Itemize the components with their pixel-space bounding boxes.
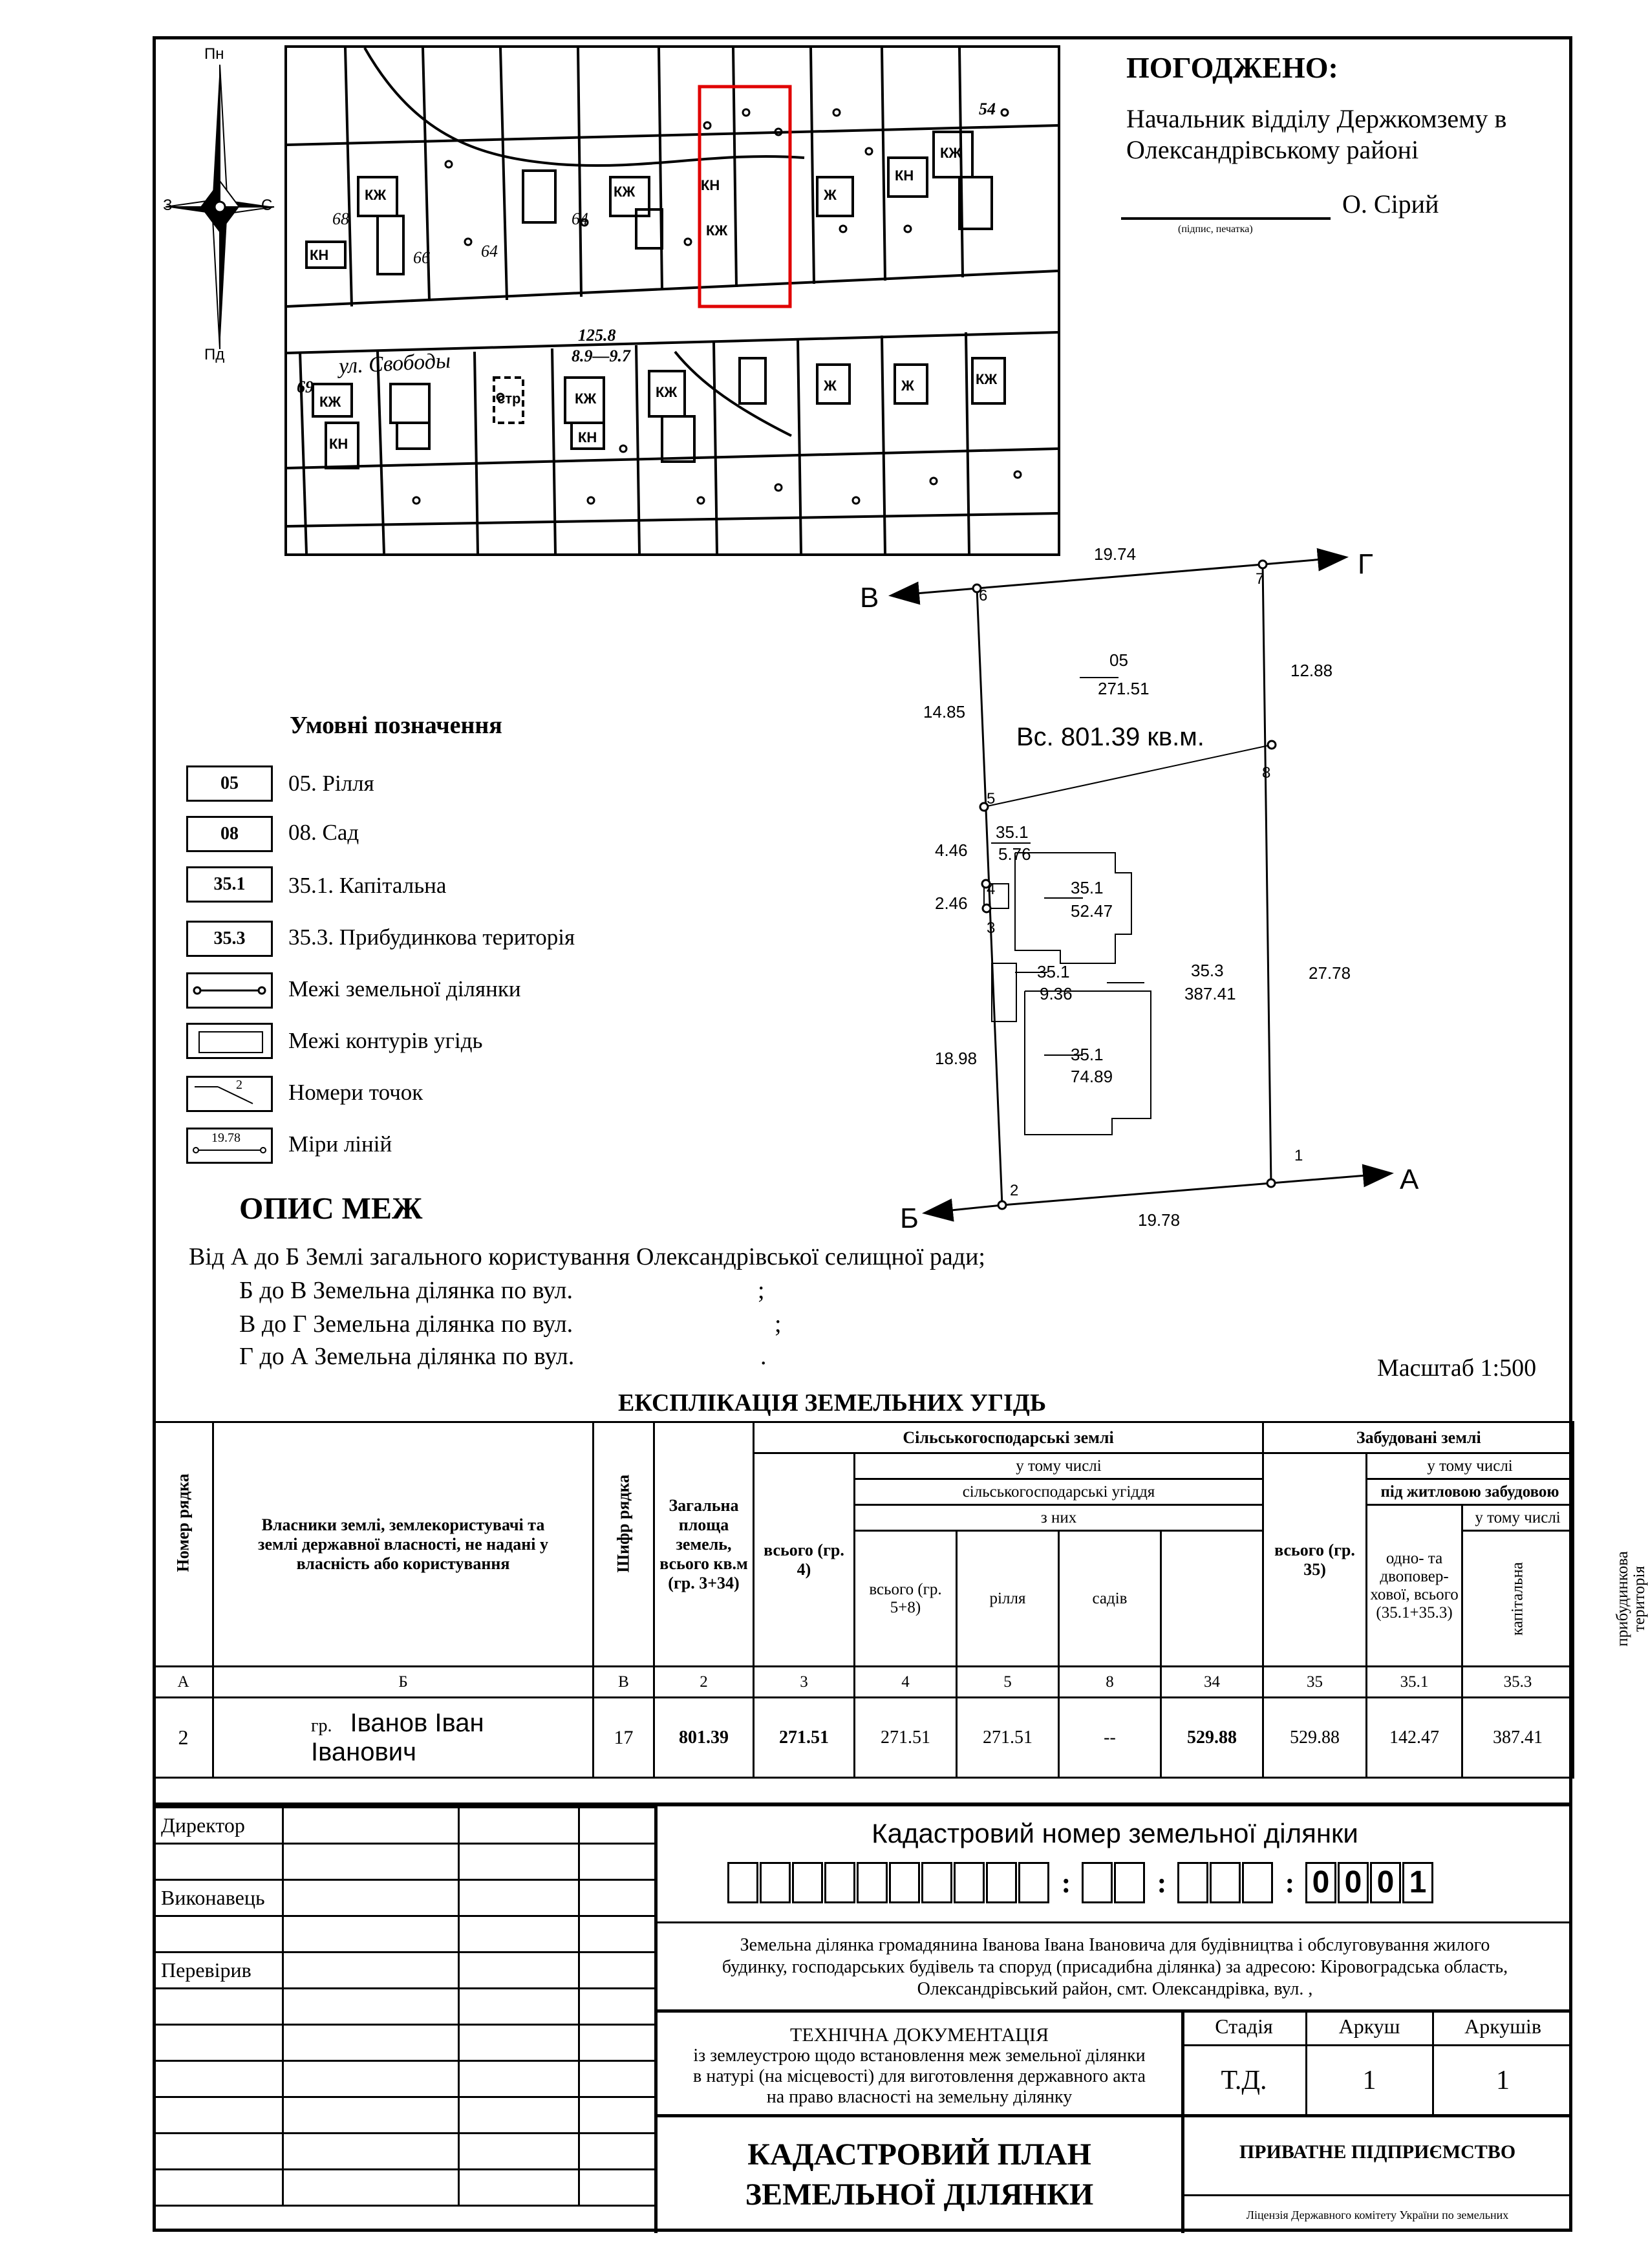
direction-a: А bbox=[1400, 1164, 1419, 1195]
license-text: Ліцензія Державного комітету України по земельних bbox=[1246, 2209, 1509, 2221]
boundary-line: Г до А Земельна ділянка по вул. bbox=[239, 1343, 575, 1370]
col-header-agri: Сільськогосподарські землі bbox=[754, 1422, 1263, 1453]
map-building-label: КЖ bbox=[940, 145, 962, 161]
legend-measure-swatch bbox=[186, 1128, 273, 1164]
signatures-table bbox=[153, 1806, 656, 2207]
line-measure: 2.46 bbox=[935, 893, 968, 913]
plot-total-area: Вс. 801.39 кв.м. bbox=[1016, 723, 1204, 751]
col-code: 2 bbox=[654, 1667, 754, 1698]
owner-name: Іванов Іван Іванович bbox=[311, 1708, 484, 1766]
sheet-header: Аркуш bbox=[1338, 2015, 1400, 2038]
contour-area: 387.41 bbox=[1184, 984, 1236, 1003]
row-capital: 142.47 bbox=[1367, 1698, 1462, 1778]
approval-line2: Олександрівському районі bbox=[1126, 135, 1419, 164]
map-building-label: Ж bbox=[824, 187, 837, 203]
cad-digit: 0 bbox=[1305, 1862, 1336, 1903]
titleblock-right bbox=[654, 1806, 1572, 2233]
map-house-num: 54 bbox=[979, 100, 996, 118]
contour-code: 35.3 bbox=[1191, 961, 1224, 980]
boundary-title: ОПИС МЕЖ bbox=[239, 1192, 423, 1226]
col-code: 35.1 bbox=[1367, 1667, 1462, 1698]
col-header-lands-all: всього (гр. 5+8) bbox=[855, 1531, 957, 1667]
legend-label: 35.3. Прибудинкова територія bbox=[288, 925, 575, 950]
col-code: 35 bbox=[1263, 1667, 1367, 1698]
col-code: А bbox=[154, 1667, 213, 1698]
col-header-arable: рілля bbox=[957, 1531, 1059, 1667]
point-number: 4 bbox=[987, 881, 996, 898]
legend-code: 08 bbox=[186, 816, 273, 852]
map-building-label: КЖ bbox=[614, 184, 636, 200]
cad-digit: 0 bbox=[1338, 1862, 1369, 1903]
point-number: 5 bbox=[987, 790, 996, 808]
line-measure: 27.78 bbox=[1309, 963, 1351, 983]
boundary-line: Від А до Б Землі загального користування Олександрівської селищної ради; bbox=[189, 1243, 985, 1270]
map-building-label: КЖ bbox=[656, 384, 678, 400]
map-building-label: КН bbox=[578, 429, 597, 445]
contour-area: 271.51 bbox=[1098, 679, 1150, 698]
cad-digit-box bbox=[954, 1862, 985, 1903]
row-no: 2 bbox=[154, 1698, 213, 1778]
cad-digit-box bbox=[1210, 1862, 1241, 1903]
compass-east-label: С bbox=[261, 197, 273, 214]
line-measure: 18.98 bbox=[935, 1049, 978, 1068]
legend-label: 35.1. Капітальна bbox=[288, 873, 447, 898]
stage-header: Стадія bbox=[1215, 2015, 1273, 2038]
contour-area: 52.47 bbox=[1071, 901, 1113, 921]
legend-label: 05. Рілля bbox=[288, 771, 374, 796]
map-building-label: КЖ bbox=[319, 394, 341, 410]
legend-label: 08. Сад bbox=[288, 820, 359, 845]
cad-digit-box bbox=[921, 1862, 952, 1903]
cad-digit-box bbox=[792, 1862, 823, 1903]
line-measure: 19.78 bbox=[1138, 1210, 1181, 1230]
plot-drawing bbox=[892, 537, 1474, 1235]
row-lands-all: 271.51 bbox=[855, 1698, 957, 1778]
contour-area: 9.36 bbox=[1040, 984, 1073, 1003]
explication-title: ЕКСПЛІКАЦІЯ ЗЕМЕЛЬНИХ УГІДЬ bbox=[618, 1389, 1047, 1417]
map-street-label: ул. Свободы bbox=[338, 348, 451, 379]
line-measure: 14.85 bbox=[923, 702, 966, 722]
point-number: 1 bbox=[1294, 1147, 1303, 1164]
map-scale: Масштаб 1:500 bbox=[1377, 1354, 1537, 1382]
legend-code: 05 bbox=[186, 765, 273, 802]
legend-title: Умовні позначення bbox=[290, 712, 502, 739]
legend-label: Межі земельної ділянки bbox=[288, 976, 521, 1001]
col-header-owners: Власники землі, землекористувачі та землі державної власності, не надані у власність або користування bbox=[213, 1422, 594, 1667]
sheets-value: 1 bbox=[1496, 2066, 1510, 2095]
map-building-label: Ж bbox=[824, 378, 837, 394]
compass-west-label: З bbox=[163, 197, 173, 214]
col-header-of-them: з них bbox=[855, 1505, 1263, 1531]
signature-caption: (підпис, печатка) bbox=[1178, 224, 1253, 235]
contour-code: 05 bbox=[1109, 650, 1128, 670]
map-house-num: 69 bbox=[297, 378, 314, 396]
cad-digit: 1 bbox=[1402, 1862, 1433, 1903]
cad-digit-box bbox=[727, 1862, 758, 1903]
cad-digit-box bbox=[824, 1862, 855, 1903]
point-number: 7 bbox=[1256, 570, 1265, 588]
approval-signer: О. Сірий bbox=[1342, 189, 1439, 219]
legend-label: Міри ліній bbox=[288, 1131, 392, 1157]
row-total: 801.39 bbox=[654, 1698, 754, 1778]
col-header-built-incl: у тому числі bbox=[1367, 1453, 1574, 1479]
map-house-num: 68 bbox=[332, 209, 349, 228]
stage-value: Т.Д. bbox=[1221, 2066, 1267, 2095]
direction-g: Г bbox=[1358, 548, 1373, 580]
map-building-label: КЖ bbox=[706, 222, 728, 239]
direction-b: Б bbox=[900, 1203, 919, 1234]
map-building-label: КН bbox=[329, 436, 348, 452]
approval-line1: Начальник відділу Держкомзему в bbox=[1126, 104, 1507, 133]
role-executor: Виконавець bbox=[154, 1880, 283, 1916]
contour-code: 35.1 bbox=[996, 822, 1029, 842]
row-onetwo: 529.88 bbox=[1263, 1698, 1367, 1778]
row-adjacent: 387.41 bbox=[1462, 1698, 1574, 1778]
map-building-label: КН bbox=[310, 247, 329, 263]
plot-description: Земельна ділянка громадянина Іванова Івана Івановича для будівництва і обслуговування жилого будинку, господарських будівель та споруд (присадибна ділянка) за адресою: Кіровоградська область, Олександрівський район, смт. Олександрівка, вул. , bbox=[722, 1935, 1508, 1999]
cad-digit-box bbox=[1114, 1862, 1145, 1903]
tech-doc-caption: ТЕХНІЧНА ДОКУМЕНТАЦІЯ із землеустрою щодо встановлення меж земельної ділянки в натурі (на місцевості) для виготовлення державного акта на право власності на земельну ділянку bbox=[693, 2024, 1146, 2107]
col-header-agri-lands: сільськогосподарські угіддя bbox=[855, 1479, 1263, 1505]
map-house-num: 64 bbox=[572, 209, 588, 228]
legend-code: 35.1 bbox=[186, 866, 273, 903]
col-header-res-incl: у тому числі bbox=[1462, 1505, 1574, 1531]
col-header-code: Шифр рядка bbox=[594, 1422, 654, 1667]
map-building-label: КН bbox=[701, 177, 720, 193]
sheet-value: 1 bbox=[1362, 2066, 1376, 2095]
cad-digit-box bbox=[1242, 1862, 1273, 1903]
map-dim2: 8.9—9.7 bbox=[572, 347, 630, 365]
point-number: 2 bbox=[1010, 1182, 1019, 1199]
col-code: 5 bbox=[957, 1667, 1059, 1698]
legend-label: Номери точок bbox=[288, 1080, 423, 1105]
map-building-label: КЖ bbox=[365, 187, 387, 203]
col-header-capital: капітальна bbox=[1462, 1531, 1574, 1667]
point-number: 6 bbox=[979, 587, 988, 604]
col-code: Б bbox=[213, 1667, 594, 1698]
compass-north-label: Пн bbox=[204, 45, 224, 63]
boundary-line-end: . bbox=[760, 1343, 767, 1370]
cad-digit-box bbox=[857, 1862, 888, 1903]
contour-area: 74.89 bbox=[1071, 1067, 1113, 1086]
boundary-line: В до Г Земельна ділянка по вул. bbox=[239, 1311, 573, 1338]
row-owner-cell: гр. Іванов Іван Іванович bbox=[213, 1698, 594, 1778]
cadastral-title: Кадастровий номер земельної ділянки bbox=[872, 1818, 1358, 1848]
cad-digit-box bbox=[1177, 1862, 1208, 1903]
cadastral-number: : : : 0 0 0 1 bbox=[727, 1862, 1435, 1903]
role-director: Директор bbox=[154, 1808, 283, 1844]
contour-code: 35.1 bbox=[1037, 962, 1070, 981]
contour-code: 35.1 bbox=[1071, 878, 1104, 897]
boundary-line: Б до В Земельна ділянка по вул. bbox=[239, 1277, 573, 1304]
col-header-agri-all: всього (гр. 4) bbox=[754, 1453, 855, 1667]
col-header-onetwo: одно- та двоповер- хової, всього (35.1+35.3) bbox=[1367, 1505, 1462, 1667]
plan-title: КАДАСТРОВИЙ ПЛАН ЗЕМЕЛЬНОЇ ДІЛЯНКИ bbox=[745, 2137, 1094, 2212]
approval-title: ПОГОДЖЕНО: bbox=[1126, 51, 1338, 84]
col-header-built: Забудовані землі bbox=[1263, 1422, 1574, 1453]
compass-south-label: Пд bbox=[204, 346, 225, 363]
map-dim1: 125.8 bbox=[578, 326, 616, 345]
map-building-label: КЖ bbox=[575, 390, 597, 407]
cad-digit-box bbox=[760, 1862, 791, 1903]
row-arable: 271.51 bbox=[957, 1698, 1059, 1778]
explication-table: Номер рядка Власники землі, землекористувачі та землі державної власності, не надані у власність або користування Шифр рядка Загальна площа земель, всього кв.м (гр. 3+34) Сільськогосподарські землі Забудовані землі всього (гр. 4) у тому числі всього (гр. 35) у тому числі сільськогосподарські угіддя під житловою забудовою з них одно- та двоповер- хової, всього (35.1+35.3) у тому числі всього (гр. 5+8) рілля садів капітальна прибудинкова територія А Б В 2 3 4 5 8 34 35 35.1 35.3 2 гр. Іванов Іван Іванович 17 801.39 271.51 271.51 271.51 -- 529.88 529.88 142.47 387.41 bbox=[153, 1421, 1574, 1779]
legend-code: 19.78 bbox=[211, 1131, 241, 1145]
boundary-line-end: ; bbox=[758, 1277, 765, 1304]
row-agri-all: 271.51 bbox=[754, 1698, 855, 1778]
point-number: 3 bbox=[987, 919, 996, 937]
col-header-row-no: Номер рядка bbox=[154, 1422, 213, 1667]
col-header-built-all: всього (гр. 35) bbox=[1263, 1453, 1367, 1667]
company-name: ПРИВАТНЕ ПІДПРИЄМСТВО bbox=[1239, 2141, 1516, 2163]
row-garden: -- bbox=[1059, 1698, 1161, 1778]
col-header-total: Загальна площа земель, всього кв.м (гр. 3+34) bbox=[654, 1422, 754, 1667]
col-code: 3 bbox=[754, 1667, 855, 1698]
col-header-incl: у тому числі bbox=[855, 1453, 1263, 1479]
contour-code: 35.1 bbox=[1071, 1045, 1104, 1064]
line-measure: 12.88 bbox=[1290, 661, 1333, 680]
legend-contour-swatch bbox=[186, 1023, 273, 1059]
cad-digit-box bbox=[889, 1862, 920, 1903]
legend-point-swatch bbox=[186, 1076, 273, 1112]
row-code: 17 bbox=[594, 1698, 654, 1778]
map-building-label: КЖ bbox=[976, 371, 998, 387]
cad-digit-box bbox=[1018, 1862, 1049, 1903]
row-built-all: 529.88 bbox=[1161, 1698, 1263, 1778]
cad-digit-box bbox=[1082, 1862, 1113, 1903]
col-header-residential: під житловою забудовою bbox=[1367, 1479, 1574, 1505]
point-number: 8 bbox=[1262, 764, 1271, 782]
col-code: 35.3 bbox=[1462, 1667, 1574, 1698]
map-house-num: 66 bbox=[413, 248, 430, 267]
role-checker: Перевірив bbox=[154, 1952, 283, 1989]
line-measure: 4.46 bbox=[935, 840, 968, 860]
location-map bbox=[284, 45, 1060, 556]
cad-digit-box bbox=[986, 1862, 1017, 1903]
line-measure: 19.74 bbox=[1094, 544, 1137, 564]
table-row bbox=[154, 1698, 1574, 1778]
legend-boundary-swatch bbox=[186, 972, 273, 1009]
legend-code: 2 bbox=[236, 1078, 242, 1092]
col-code: 4 bbox=[855, 1667, 957, 1698]
direction-v: В bbox=[860, 582, 879, 614]
sheets-header: Аркушів bbox=[1464, 2015, 1541, 2038]
contour-area: 5.76 bbox=[998, 844, 1031, 864]
col-code: В bbox=[594, 1667, 654, 1698]
legend-label: Межі контурів угідь bbox=[288, 1028, 483, 1053]
map-building-label: стр bbox=[497, 390, 521, 407]
col-header-garden: садів bbox=[1059, 1531, 1161, 1667]
legend-code: 35.3 bbox=[186, 921, 273, 957]
signature-line bbox=[1121, 217, 1331, 220]
map-building-label: КН bbox=[895, 167, 914, 184]
col-code: 8 bbox=[1059, 1667, 1161, 1698]
cad-digit: 0 bbox=[1370, 1862, 1401, 1903]
map-building-label: Ж bbox=[901, 378, 914, 394]
boundary-line-end: ; bbox=[775, 1311, 782, 1338]
col-code: 34 bbox=[1161, 1667, 1263, 1698]
map-house-num: 64 bbox=[481, 242, 498, 261]
